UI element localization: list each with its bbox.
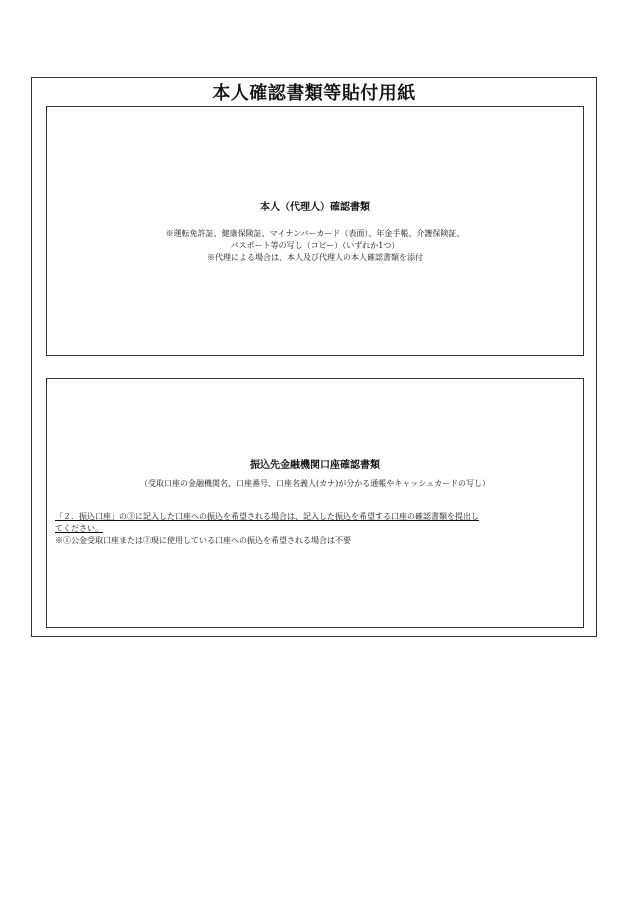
bank-account-instruction-underlined: 「２．振込口座」の③に記入した口座への振込を希望される場合は、記入した振込を希望する口座の確認書類を提出し	[55, 512, 479, 521]
bank-account-instruction-continued: てください。	[55, 524, 103, 533]
attachment-sheet-frame	[31, 77, 597, 637]
bank-account-instructions	[55, 511, 580, 547]
document-title: 本人確認書類等貼付用紙	[212, 83, 416, 104]
bank-account-exception-note: ※①公金受取口座または②現に使用している口座への振込を希望される場合は不要	[55, 536, 351, 545]
identity-note-line-3: ※代理による場合は、本人及び代理人の本人確認書類を添付	[207, 253, 423, 262]
bank-account-document-heading: 振込先金融機関口座確認書類	[250, 460, 380, 471]
identity-document-heading: 本人（代理人）確認書類	[260, 202, 370, 213]
bank-account-subnote-text: （受取口座の金融機関名、口座番号、口座名義人(カナ)が分かる通帳やキャッシュカードの写し）	[139, 479, 491, 488]
bank-account-subnote	[47, 478, 583, 490]
identity-note-line-2: パスポート等の写し（コピー）（いずれか1つ）	[230, 241, 400, 250]
identity-note-line-1: ※運転免許証、健康保険証、マイナンバーカード（表面）、年金手帳、介護保険証、	[165, 229, 465, 238]
identity-document-paste-area	[46, 106, 584, 356]
identity-document-notes	[47, 228, 583, 264]
bank-account-document-paste-area	[46, 378, 584, 628]
